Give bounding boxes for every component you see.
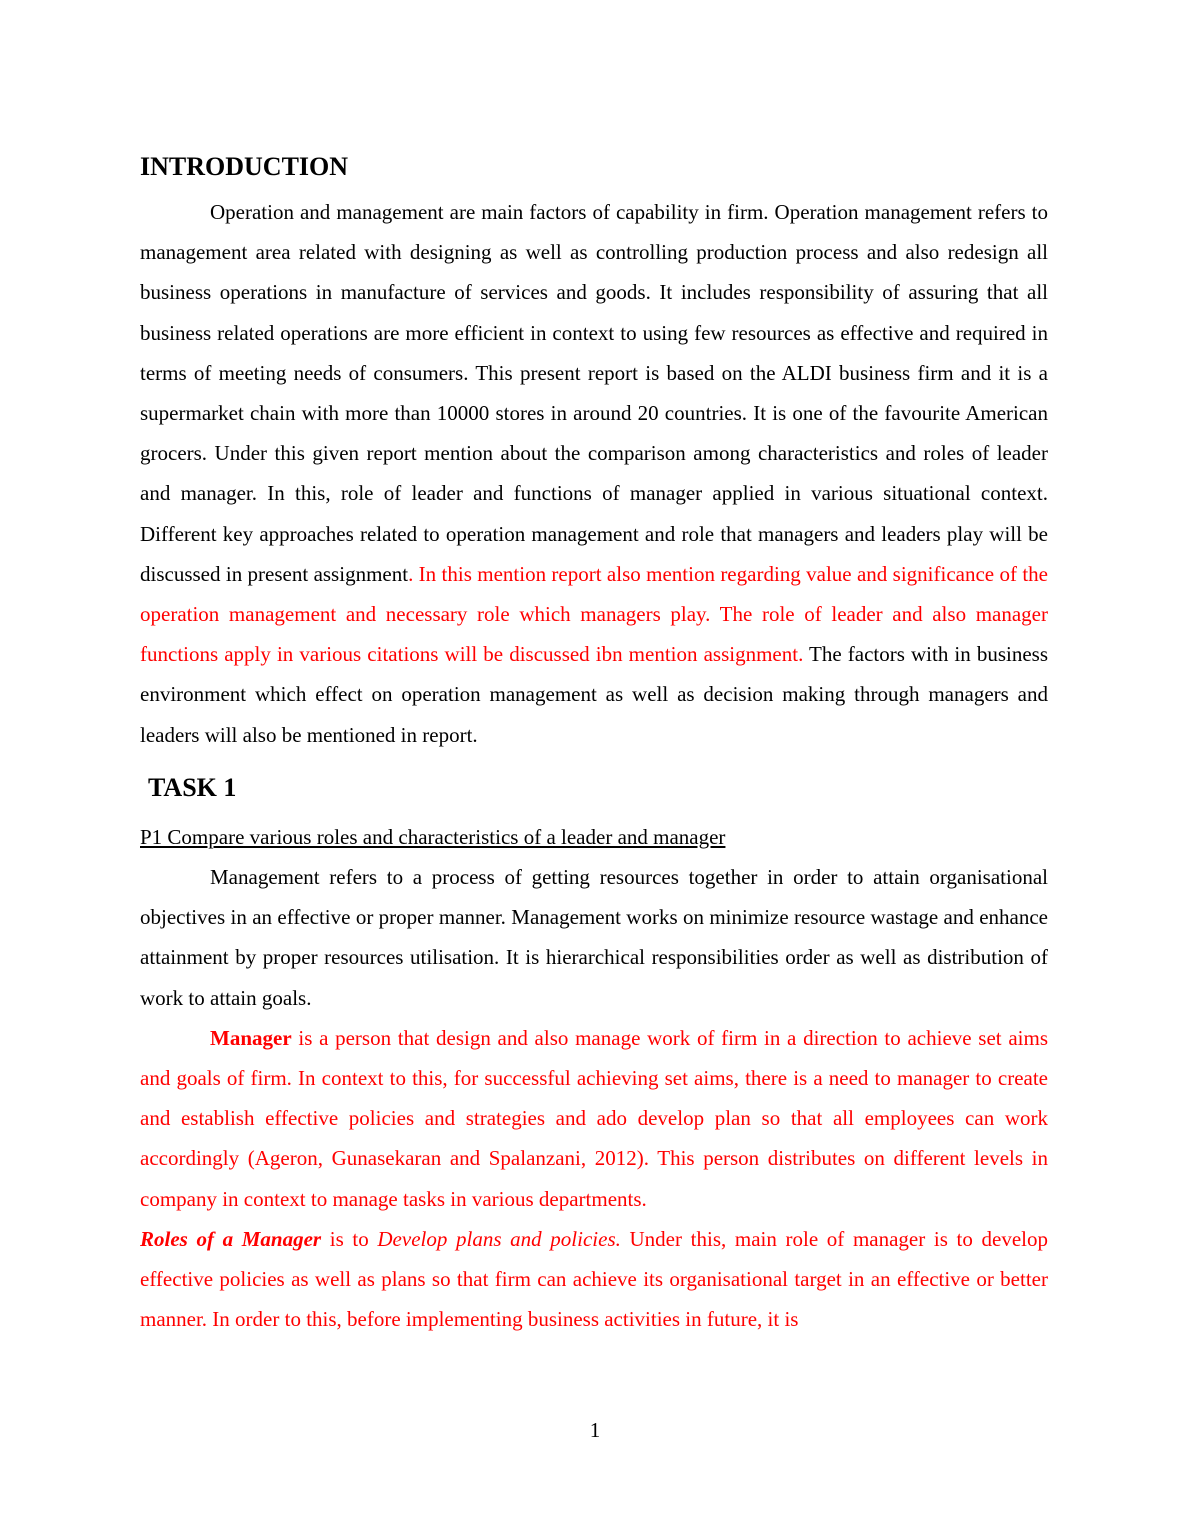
document-page xyxy=(140,148,1048,1339)
roles-paragraph xyxy=(140,1219,1048,1340)
manager-paragraph xyxy=(140,1018,1048,1219)
manager-definition: is a person that design and also manage work of firm in a direction to achieve set aims and goals of firm. In context to this, for successful achieving set aims, there is a need to manager to create and establish effective policies and strategies and ado develop plan so that all employees can work accordingly (Ageron, Gunasekaran and Spalanzani, 2012). This person distributes on different levels in company in context to manage tasks in various departments. xyxy=(140,1025,1048,1211)
management-paragraph: Management refers to a process of getting resources together in order to attain organisational objectives in an effective or proper manner. Management works on minimize resource wastage and enhance attainment by proper resources utilisation. It is hierarchical responsibilities order as well as distribution of work to attain goals. xyxy=(140,865,1048,1010)
intro-text-end: The factors with in business environment which effect on operation management as well as decision making through managers and leaders will also be mentioned in report. xyxy=(140,642,1049,747)
roles-italic: Develop plans and policies. xyxy=(377,1226,621,1251)
roles-term: Roles of a Manager xyxy=(140,1226,322,1251)
page-number: 1 xyxy=(589,1418,601,1442)
p1-subheading: P1 Compare various roles and characteristics of a leader and manager xyxy=(140,824,726,849)
roles-text: Under this, main role of manager is to develop effective policies as well as plans so that firm can achieve its organisational target in an effective or better manner. In order to this, before implementing business activities in future, it is xyxy=(140,1226,1048,1332)
task1-heading: TASK 1 xyxy=(148,772,237,802)
intro-highlighted-text: . In this mention report also mention regarding value and significance of the operation management and necessary role which managers play. The role of leader and also manager functions apply in various citations will be discussed ibn mention assignment. xyxy=(140,561,1048,667)
roles-connector: is to xyxy=(321,1226,378,1251)
manager-term: Manager xyxy=(210,1025,292,1050)
introduction-heading: INTRODUCTION xyxy=(140,152,349,181)
intro-text: Operation and management are main factors of capability in firm. Operation management refers to management area related with designing as well as controlling production process and also redesign all business operations in manufacture of services and goods. It includes responsibility of assuring that all business related operations are more efficient in context to using few resources as effective and required in terms of meeting needs of consumers. This present report is based on the ALDI business firm and it is a supermarket chain with more than 10000 stores in around 20 countries. It is one of the favourite American grocers. Under this given report mention about the comparison among characteristics and roles of leader and manager. In this, role of leader and functions of manager applied in various situational context. Different key approaches related to operation management and role that managers and leaders play will be discussed in present assignment xyxy=(140,200,1048,586)
introduction-paragraph xyxy=(140,192,1048,755)
